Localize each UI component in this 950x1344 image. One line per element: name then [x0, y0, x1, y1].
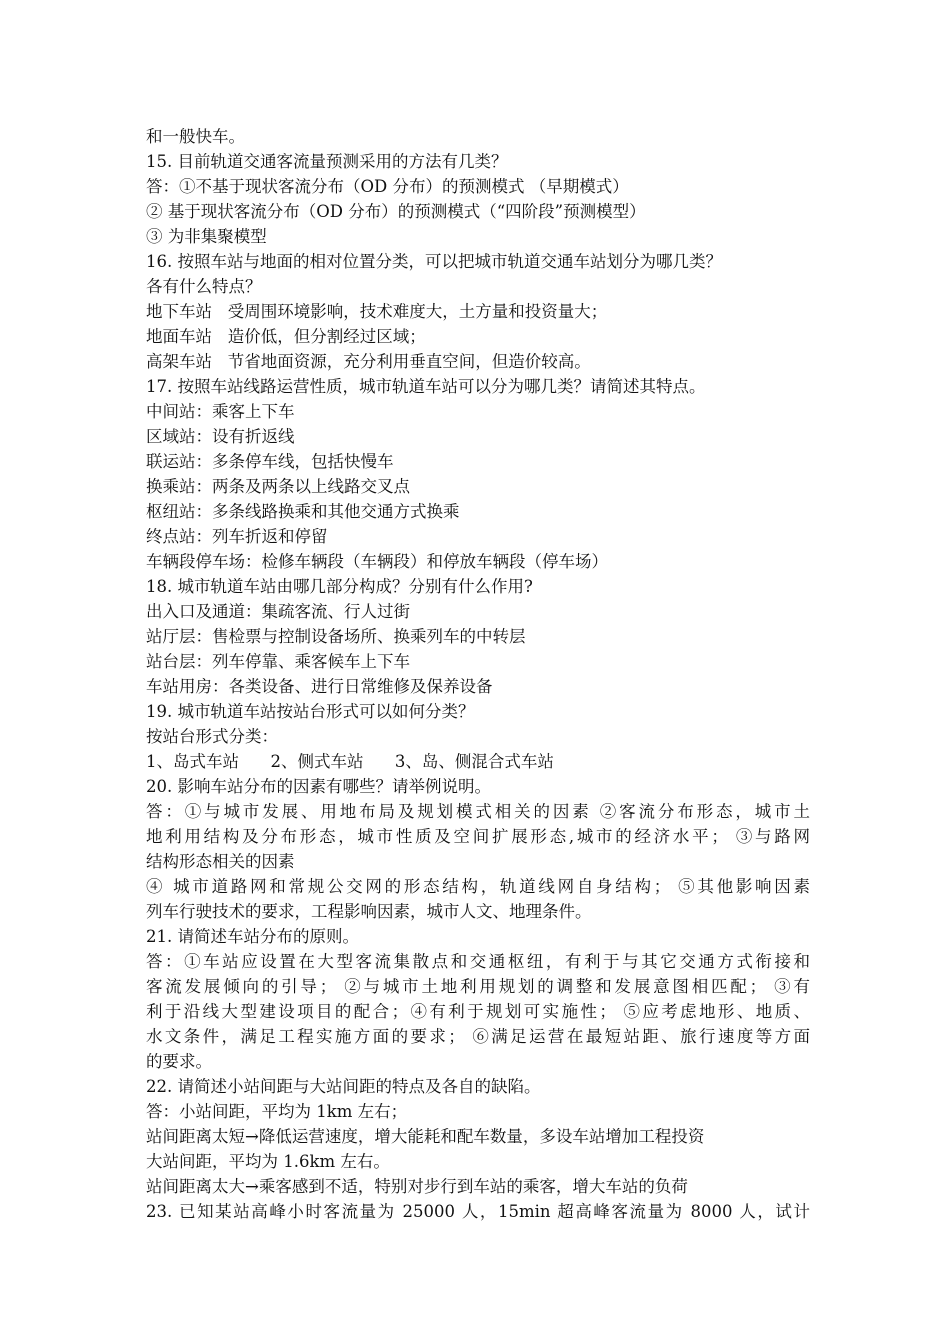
question-heading: 各有什么特点？: [146, 277, 262, 296]
text-line: 车站用房：各类设备、进行日常维修及保养设备: [146, 677, 493, 696]
question-heading: 20. 影响车站分布的因素有哪些？请举例说明。: [146, 777, 491, 796]
text-line: 站间距离太短→降低运营速度，增大能耗和配车数量，多设车站增加工程投资: [146, 1127, 705, 1146]
text-line: 出入口及通道：集疏客流、行人过街: [146, 602, 410, 621]
text-line: 站间距离太大→乘客感到不适，特别对步行到车站的乘客，增大车站的负荷: [146, 1177, 688, 1196]
question-heading: 18. 城市轨道车站由哪几部分构成？分别有什么作用?: [146, 577, 533, 596]
text-line: 联运站：多条停车线，包括快慢车: [146, 452, 394, 471]
text-line: 枢纽站：多条线路换乘和其他交通方式换乘: [146, 502, 460, 521]
text-line: ③ 为非集聚模型: [146, 227, 267, 246]
question-heading: 19. 城市轨道车站按站台形式可以如何分类？: [146, 702, 475, 721]
text-line: 结构形态相关的因素: [146, 852, 295, 871]
question-heading: 17. 按照车站线路运营性质，城市轨道车站可以分为哪几类？请简述其特点。: [146, 377, 706, 396]
question-heading: 22. 请简述小站间距与大站间距的特点及各自的缺陷。: [146, 1077, 541, 1096]
text-line: 利于沿线大型建设项目的配合；④有利于规划可实施性； ⑤应考虑地形、地质、: [146, 1002, 810, 1021]
text-line: 按站台形式分类：: [146, 727, 278, 746]
question-heading: 21. 请简述车站分布的原则。: [146, 927, 359, 946]
text-line: 水文条件，满足工程实施方面的要求； ⑥满足运营在最短站距、旅行速度等方面: [146, 1027, 810, 1046]
text-line: 车辆段停车场：检修车辆段（车辆段）和停放车辆段（停车场）: [146, 552, 608, 571]
text-line: 列车行驶技术的要求，工程影响因素，城市人文、地理条件。: [146, 902, 592, 921]
text-line: 地下车站 受周围环境影响，技术难度大，土方量和投资量大；: [146, 302, 608, 321]
text-line: 终点站：列车折返和停留: [146, 527, 328, 546]
text-line: 答：小站间距，平均为 1km 左右；: [146, 1102, 408, 1121]
text-line: 中间站：乘客上下车: [146, 402, 295, 421]
text-line: 站台层：列车停靠、乘客候车上下车: [146, 652, 410, 671]
text-line: 答：①不基于现状客流分布（OD 分布）的预测模式 （早期模式）: [146, 177, 629, 196]
text-line: 的要求。: [146, 1052, 212, 1071]
text-line: 客流发展倾向的引导； ②与城市土地利用规划的调整和发展意图相匹配； ③有: [146, 977, 810, 996]
question-heading: 15. 目前轨道交通客流量预测采用的方法有几类？: [146, 152, 508, 171]
text-line: 地面车站 造价低，但分割经过区域；: [146, 327, 426, 346]
text-line: 1、岛式车站 2、侧式车站 3、岛、侧混合式车站: [146, 752, 554, 771]
text-line: 地利用结构及分布形态，城市性质及空间扩展形态,城市的经济水平； ③与路网: [146, 827, 810, 846]
text-line: 高架车站 节省地面资源，充分利用垂直空间，但造价较高。: [146, 352, 591, 371]
text-line: ② 基于现状客流分布（OD 分布）的预测模式（“四阶段”预测模型）: [146, 202, 646, 221]
question-heading: 23. 已知某站高峰小时客流量为 25000 人，15min 超高峰客流量为 8000 人，试计: [146, 1202, 810, 1221]
text-line: ④ 城市道路网和常规公交网的形态结构，轨道线网自身结构； ⑤其他影响因素: [146, 877, 810, 896]
text-line: 大站间距，平均为 1.6km 左右。: [146, 1152, 390, 1171]
text-line: 和一般快车。: [146, 127, 245, 146]
text-line: 答：①车站应设置在大型客流集散点和交通枢纽，有利于与其它交通方式衔接和: [146, 952, 810, 971]
document-page: [146, 124, 810, 1224]
question-heading: 16. 按照车站与地面的相对位置分类，可以把城市轨道交通车站划分为哪几类？: [146, 252, 722, 271]
text-line: 区域站：设有折返线: [146, 427, 295, 446]
text-line: 换乘站：两条及两条以上线路交叉点: [146, 477, 410, 496]
text-line: 答：①与城市发展、用地布局及规划模式相关的因素 ②客流分布形态，城市土: [146, 802, 810, 821]
text-line: 站厅层：售检票与控制设备场所、换乘列车的中转层: [146, 627, 526, 646]
